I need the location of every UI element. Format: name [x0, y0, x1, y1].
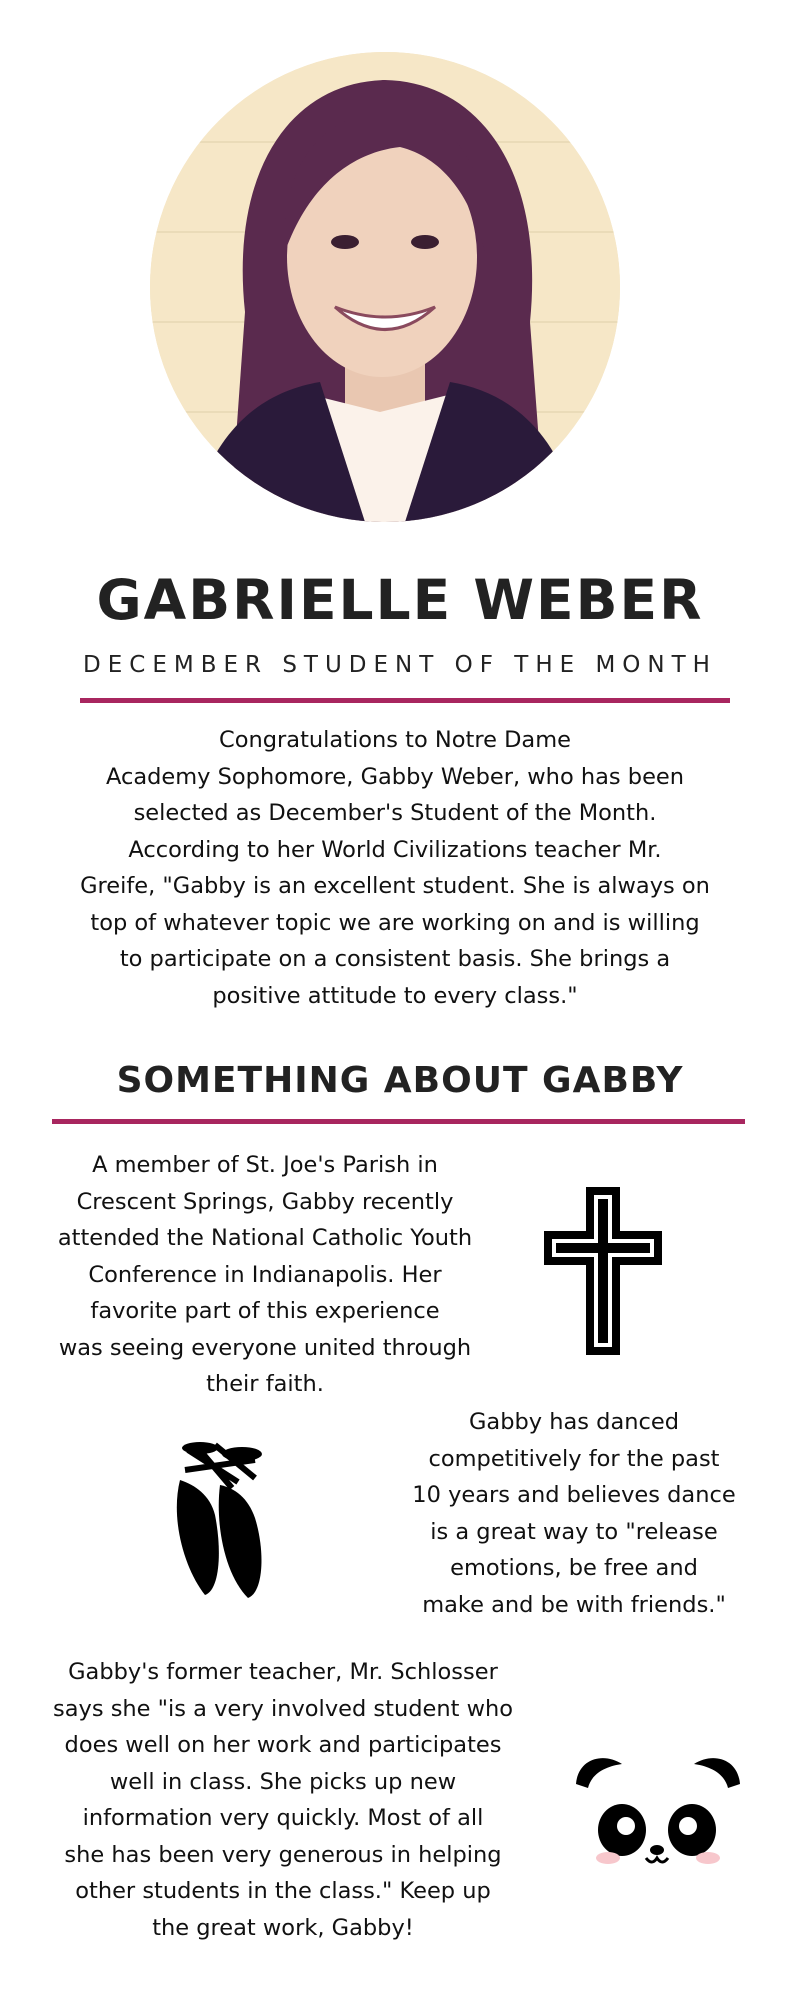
teacher-line: the great work, Gabby! — [152, 1914, 414, 1941]
teacher-line: Gabby's former teacher, Mr. Schlosser — [68, 1659, 498, 1685]
parish-line: was seeing everyone united through — [58, 1334, 472, 1361]
panda-icon — [574, 1748, 742, 1880]
teacher-paragraph — [22, 1654, 544, 1946]
teacher-line: says she "is a very involved student who — [53, 1695, 513, 1722]
parish-line: attended the National Catholic Youth — [57, 1225, 473, 1251]
dance-line: competitively for the past — [428, 1445, 720, 1472]
dance-line: make and be with friends." — [422, 1591, 726, 1618]
intro-line: selected as December's Student of the Month. — [133, 800, 657, 826]
dance-line: emotions, be free and — [450, 1555, 698, 1581]
intro-line: Congratulations to Notre Dame — [219, 727, 571, 753]
dance-line: Gabby has danced — [468, 1409, 679, 1435]
parish-paragraph — [40, 1147, 490, 1403]
parish-line: favorite part of this experience — [90, 1298, 440, 1324]
award-subtitle: DECEMBER STUDENT OF THE MONTH — [83, 652, 717, 678]
profile-photo — [150, 52, 620, 522]
parish-line: Crescent Springs, Gabby recently — [76, 1188, 454, 1215]
parish-line: Conference in Indianapolis. Her — [88, 1261, 442, 1288]
dance-line: 10 years and believes dance — [412, 1482, 736, 1508]
teacher-line: she has been very generous in helping — [64, 1841, 502, 1868]
ballet-shoes-icon — [160, 1440, 270, 1600]
section-title: SOMETHING ABOUT GABBY — [116, 1060, 684, 1101]
cross-icon — [542, 1185, 664, 1357]
dance-line: is a great way to "release — [430, 1518, 718, 1545]
intro-line: to participate on a consistent basis. She brings a — [119, 946, 671, 972]
intro-line: top of whatever topic we are working on and is willing — [90, 909, 700, 936]
intro-line: Academy Sophomore, Gabby Weber, who has been — [105, 763, 685, 790]
teacher-line: other students in the class." Keep up — [75, 1878, 491, 1904]
parish-line: A member of St. Joe's Parish in — [92, 1152, 438, 1178]
intro-line: According to her World Civilizations teacher Mr. — [128, 836, 662, 863]
divider-rule — [80, 698, 730, 703]
intro-line: Greife, "Gabby is an excellent student. She is always on — [80, 873, 710, 899]
teacher-line: does well on her work and participates — [64, 1732, 502, 1758]
dance-paragraph — [392, 1404, 756, 1623]
student-name: GABRIELLE WEBER — [96, 568, 704, 632]
teacher-line: well in class. She picks up new — [109, 1768, 457, 1795]
intro-paragraph — [45, 722, 745, 1014]
parish-line: their faith. — [206, 1371, 324, 1397]
teacher-line: information very quickly. Most of all — [82, 1805, 484, 1831]
section-divider-rule — [52, 1119, 745, 1124]
intro-line: positive attitude to every class." — [212, 982, 578, 1009]
portrait-illustration — [150, 52, 620, 522]
